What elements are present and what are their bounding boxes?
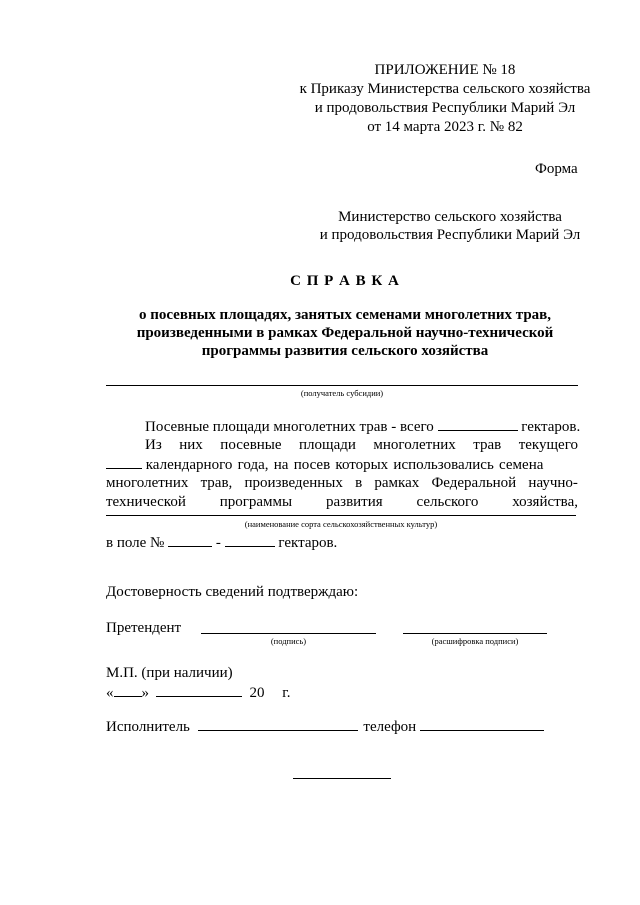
document-title: С П Р А В К А bbox=[290, 273, 400, 289]
paragraph-line-2 bbox=[145, 436, 578, 454]
word: технической bbox=[106, 494, 186, 510]
form-label: Форма bbox=[535, 161, 578, 177]
word: многолетних bbox=[373, 437, 456, 453]
word: трав, bbox=[200, 475, 233, 491]
executor-label: Исполнитель bbox=[106, 719, 190, 735]
total-area-unit: гектаров. bbox=[521, 419, 581, 435]
date-close-quote: » bbox=[141, 685, 149, 701]
date-open-quote: « bbox=[106, 685, 114, 701]
word: Федеральной bbox=[431, 475, 517, 491]
field-area-blank[interactable] bbox=[225, 533, 275, 547]
word: текущего bbox=[518, 437, 578, 453]
word: трав bbox=[473, 437, 502, 453]
word: Из bbox=[145, 437, 162, 453]
field-dash: - bbox=[215, 535, 221, 551]
total-area-text bbox=[145, 417, 580, 436]
signature-caption: (подпись) bbox=[270, 636, 307, 646]
field-line bbox=[106, 533, 337, 552]
year-area-blank[interactable] bbox=[106, 455, 142, 469]
word: многолетних bbox=[106, 475, 189, 491]
subtitle-line-1: о посевных площадях, занятых семенами многолетних трав, bbox=[138, 307, 552, 323]
order-reference-line-2: и продовольствия Республики Марий Эл bbox=[314, 100, 576, 116]
word: них bbox=[179, 437, 203, 453]
recipient-caption: (получатель субсидии) bbox=[300, 388, 384, 398]
field-number-blank[interactable] bbox=[168, 533, 212, 547]
word: сельского bbox=[416, 494, 479, 510]
crop-name-blank[interactable] bbox=[106, 515, 576, 516]
order-reference-line-1: к Приказу Министерства сельского хозяйства bbox=[299, 81, 591, 97]
ministry-line-1: Министерство сельского хозяйства bbox=[338, 209, 562, 225]
field-label: в поле № bbox=[106, 535, 165, 551]
applicant-label: Претендент bbox=[106, 620, 182, 636]
subtitle-line-2: произведенными в рамках Федеральной научно-технической bbox=[136, 325, 554, 341]
date-month-blank[interactable] bbox=[156, 683, 242, 697]
word: программы bbox=[219, 494, 293, 510]
subtitle-line-3: программы развития сельского хозяйства bbox=[201, 343, 489, 359]
paragraph-line-3-text: календарного года, на посев которых использовались семена bbox=[145, 457, 544, 473]
executor-line bbox=[106, 717, 544, 736]
word: площади bbox=[299, 437, 356, 453]
date-day-blank[interactable] bbox=[114, 683, 142, 697]
executor-name-blank[interactable] bbox=[198, 717, 358, 731]
confirmation-text: Достоверность сведений подтверждаю: bbox=[106, 584, 359, 600]
bottom-separator bbox=[293, 778, 391, 779]
word: рамках bbox=[374, 475, 420, 491]
word: произведенных bbox=[244, 475, 343, 491]
paragraph-line-4 bbox=[106, 474, 578, 492]
signature-decode-caption: (расшифровка подписи) bbox=[431, 636, 519, 646]
ministry-line-2: и продовольствия Республики Марий Эл bbox=[319, 227, 581, 243]
crop-name-caption: (наименование сорта сельскохозяйственных культур) bbox=[244, 519, 438, 529]
date-year-suffix: г. bbox=[282, 685, 291, 701]
word: хозяйства, bbox=[512, 494, 578, 510]
word: посевные bbox=[220, 437, 282, 453]
word: в bbox=[355, 475, 363, 491]
signature-blank[interactable] bbox=[201, 633, 376, 634]
order-date: от 14 марта 2023 г. № 82 bbox=[367, 119, 523, 135]
paragraph-line-5 bbox=[106, 493, 578, 511]
phone-blank[interactable] bbox=[420, 717, 544, 731]
date-line bbox=[106, 683, 290, 702]
stamp-label: М.П. (при наличии) bbox=[106, 665, 233, 681]
field-unit: гектаров. bbox=[278, 535, 338, 551]
date-year-prefix: 20 bbox=[249, 685, 265, 701]
total-area-label: Посевные площади многолетних трав - всего bbox=[145, 419, 434, 435]
word: научно- bbox=[528, 475, 578, 491]
recipient-blank[interactable] bbox=[106, 385, 578, 386]
word: развития bbox=[325, 494, 383, 510]
total-area-blank[interactable] bbox=[438, 417, 518, 431]
signature-decode-blank[interactable] bbox=[403, 633, 547, 634]
paragraph-line-3 bbox=[106, 455, 543, 474]
appendix-number: ПРИЛОЖЕНИЕ № 18 bbox=[374, 62, 516, 78]
phone-label: телефон bbox=[363, 719, 417, 735]
